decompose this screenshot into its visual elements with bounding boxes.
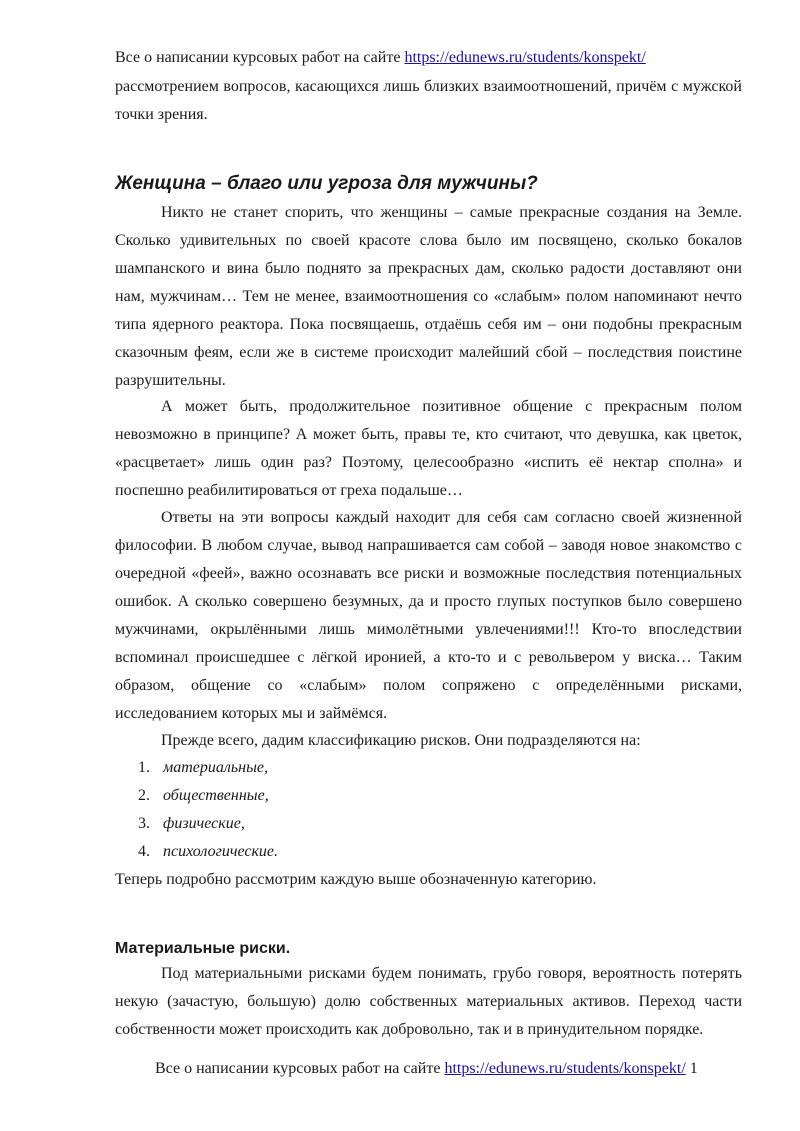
page-number: 1 bbox=[689, 1060, 698, 1077]
footer-link[interactable]: https://edunews.ru/students/konspekt/ bbox=[444, 1060, 686, 1077]
footer-text: Все о написании курсовых работ на сайте bbox=[155, 1060, 445, 1077]
section-heading-material: Материальные риски. bbox=[115, 940, 291, 957]
paragraph-2: А может быть, продолжительное позитивное общение с прекрасным полом невозможно в принципе? А может быть, правы те, кто считают, что девушка, как цветок, «расцветает» лишь один раз? Поэтому, целесообразно «испить её нектар сполна» и поспешно реабилитироваться от греха подальше… bbox=[115, 398, 742, 499]
paragraph-4: Прежде всего, дадим классификацию рисков. Они подразделяются на: bbox=[161, 732, 641, 749]
list-item: 2. общественные, bbox=[138, 787, 269, 804]
header-text: Все о написании курсовых работ на сайте bbox=[115, 49, 405, 66]
paragraph-1: Никто не станет спорить, что женщины – самые прекрасные создания на Земле. Сколько удивительных по своей красоте слова было им посвящено, сколько бокалов шампанского и вина было поднято за прекрасных дам, сколько радости доставляют они нам, мужчинам… Тем не менее, взаимоотношения со «слабым» полом напоминают нечто типа ядерного реактора. Пока посвящаешь, отдаёшь себя им – они подобны прекрасным сказочным феям, если же в системе происходит малейший сбой – последствия поистине разрушительны. bbox=[115, 204, 742, 389]
paragraph-3: Ответы на эти вопросы каждый находит для себя сам согласно своей жизненной философии. В любом случае, вывод напрашивается сам собой – заводя новое знакомство с очередной «феей», важно осознавать все риски и возможные последствия потенциальных ошибок. А сколько совершено безумных, да и просто глупых поступков было совершено мужчинами, окрылёнными лишь мимолётными увлечениями!!! Кто-то впоследствии вспоминал происшедшее с лёгкой иронией, а кто-то и с револьвером у виска… Таким образом, общение со «слабым» полом сопряжено с определёнными рисками, исследованием которых мы и займёмся. bbox=[115, 509, 742, 722]
header-link[interactable]: https://edunews.ru/students/konspekt/ bbox=[404, 49, 646, 66]
after-list-text: Теперь подробно рассмотрим каждую выше обозначенную категорию. bbox=[115, 871, 597, 888]
paragraph-material: Под материальными рисками будем понимать, грубо говоря, вероятность потерять некую (зачастую, большую) долю собственных материальных активов. Переход части собственности может происходить как добровольно, так и в принудительном порядке. bbox=[115, 965, 742, 1038]
list-item: 4. психологические. bbox=[138, 843, 279, 860]
risk-list bbox=[115, 754, 715, 866]
section-heading-woman: Женщина – благо или угроза для мужчины? bbox=[115, 173, 538, 194]
list-item: 1. материальные, bbox=[138, 759, 268, 776]
page-footer bbox=[155, 1057, 755, 1081]
page-header bbox=[115, 44, 742, 72]
intro-paragraph: рассмотрением вопросов, касающихся лишь близких взаимоотношений, причём с мужской точки зрения. bbox=[115, 78, 742, 123]
list-item: 3. физические, bbox=[138, 815, 245, 832]
